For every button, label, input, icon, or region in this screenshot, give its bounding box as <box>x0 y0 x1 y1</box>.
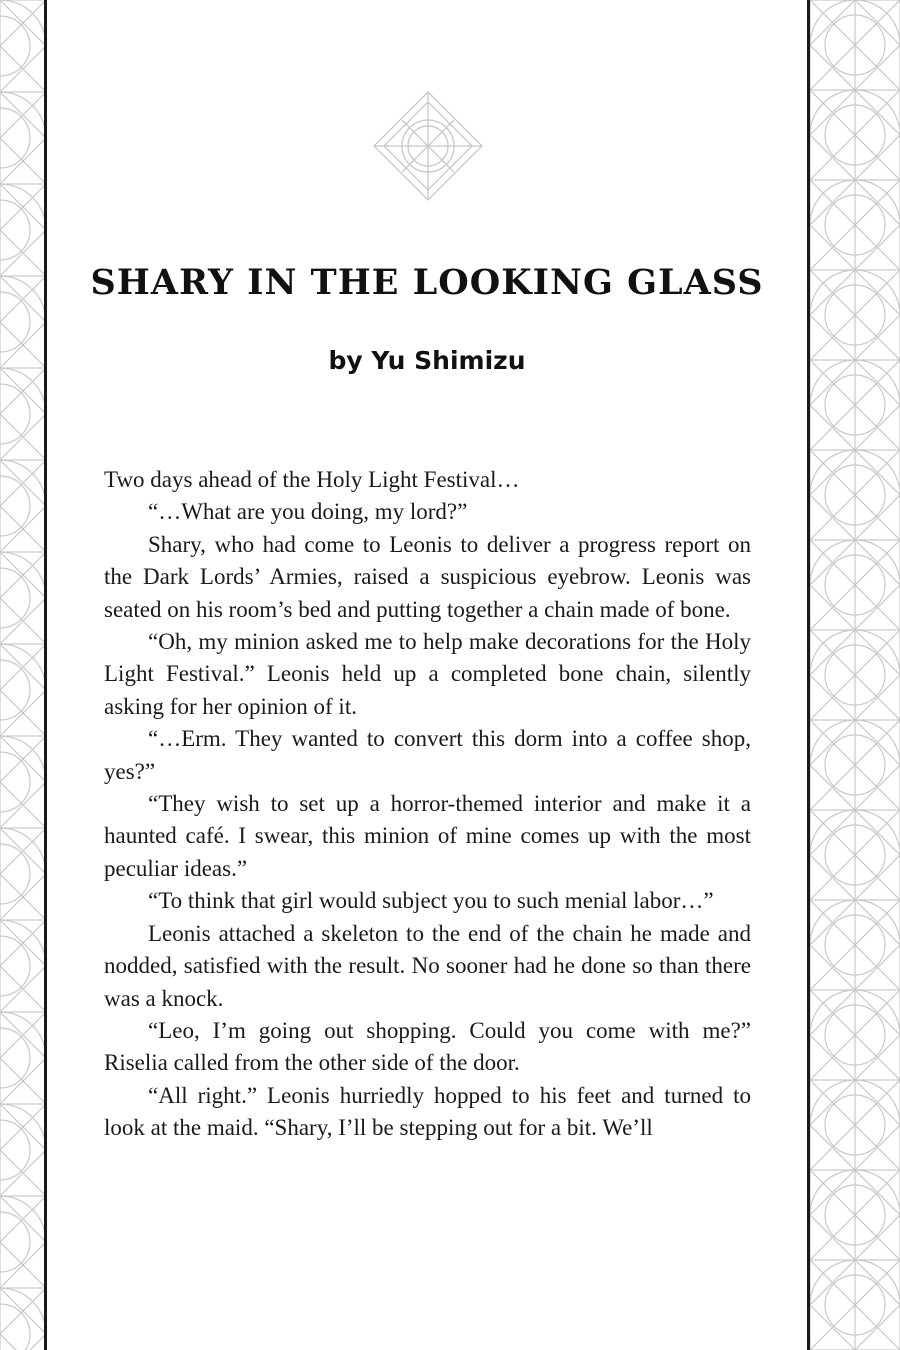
paragraph: “All right.” Leonis hurriedly hopped to his feet and turned to look at the maid. “Shary, I’ll be stepping out for a bit. We’ll <box>104 1082 751 1141</box>
paragraph: “…What are you doing, my lord?” <box>148 499 468 525</box>
left-decorative-border <box>0 0 44 1350</box>
paragraph: “…Erm. They wanted to convert this dorm into a coffee shop, yes?” <box>104 726 751 784</box>
paragraph: “To think that girl would subject you to such menial labor…” <box>148 888 714 914</box>
compass-ornament-icon <box>372 90 484 202</box>
paragraph: Leonis attached a skeleton to the end of the chain he made and nodded, satisfied with the result. No sooner had he done so than there was a knock. <box>104 920 751 1011</box>
author-byline: by Yu Shimizu <box>328 346 526 375</box>
right-border-rule <box>807 0 810 1350</box>
paragraph: “Oh, my minion asked me to help make decorations for the Holy Light Festival.” Leonis held up a completed bone chain, silently asking for her opinion of it. <box>104 629 751 719</box>
paragraph: Two days ahead of the Holy Light Festival… <box>104 467 520 492</box>
paragraph: “They wish to set up a horror-themed interior and make it a haunted café. I swear, this minion of mine comes up with the most peculiar ideas.” <box>104 791 751 881</box>
story-text <box>104 464 751 1145</box>
left-border-rule <box>44 0 47 1350</box>
right-decorative-border <box>810 0 900 1350</box>
paragraph: “Leo, I’m going out shopping. Could you come with me?” Riselia called from the other side of the door. <box>104 1017 751 1076</box>
paragraph: Shary, who had come to Leonis to deliver a progress report on the Dark Lords’ Armies, raised a suspicious eyebrow. Leonis was seated on his room’s bed and putting together a chain made of bone. <box>104 531 751 622</box>
chapter-title: SHARY IN THE LOOKING GLASS <box>90 262 764 303</box>
